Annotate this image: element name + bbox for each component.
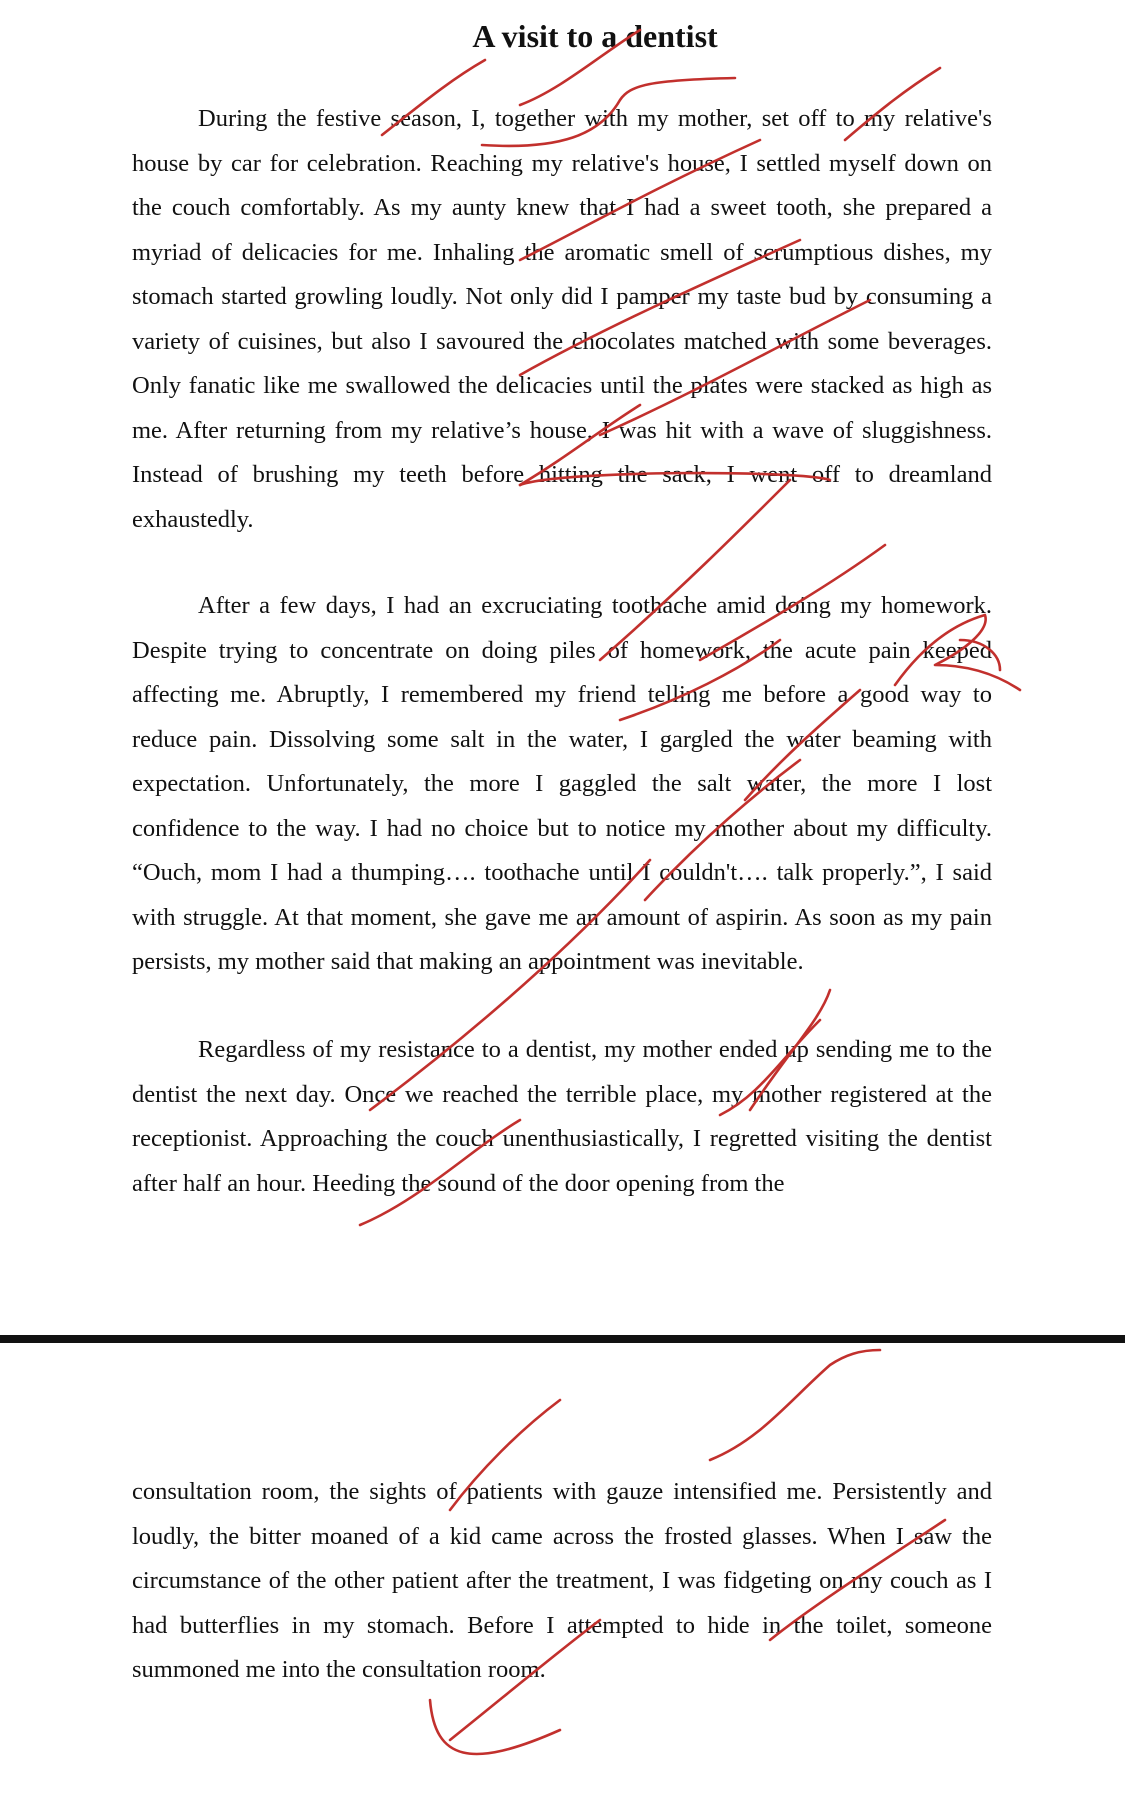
essay-paragraph-2: After a few days, I had an excruciating toothache amid doing my homework. Despite trying to concentrate on doing piles of homework, the acute pain keeped affecting me. Abruptly, I remembered my friend telling me before a good way to reduce pain. Dissolving some salt in the water, I gargled the water beaming with expectation. Unfortunately, the more I gaggled the salt water, the more I lost confidence to the way. I had no choice but to notice my mother about my difficulty. “Ouch, mom I had a thumping…. toothache until I couldn't…. talk properly.”, I said with struggle. At that moment, she gave me an amount of aspirin. As soon as my pain persists, my mother said that making an appointment was inevitable. (132, 592, 992, 975)
document-page-bottom (0, 1343, 1125, 1797)
essay-title: A visit to a dentist (472, 18, 718, 54)
essay-paragraph-3: Regardless of my resistance to a dentist, my mother ended up sending me to the dentist the next day. Once we reached the terrible place, my mother registered at the receptionist. Approaching the couch unenthusiastically, I regretted visiting the dentist after half an hour. Heeding the sound of the door opening from the (132, 1036, 992, 1197)
essay-paragraph-4: consultation room, the sights of patients with gauze intensified me. Persistently and loudly, the bitter moaned of a kid came across the frosted glasses. When I saw the circumstance of the other patient after the treatment, I was fidgeting on my couch as I had butterflies in my stomach. Before I attempted to hide in the toilet, someone summoned me into the consultation room. (132, 1478, 992, 1683)
page-divider (0, 1335, 1125, 1343)
essay-paragraph-1: During the festive season, I, together with my mother, set off to my relative's house by car for celebration. Reaching my relative's house, I settled myself down on the couch comfortably. As my aunty knew that I had a sweet tooth, she prepared a myriad of delicacies for me. Inhaling the aromatic smell of scrumptious dishes, my stomach started growling loudly. Not only did I pamper my taste bud by consuming a variety of cuisines, but also I savoured the chocolates matched with some beverages. Only fanatic like me swallowed the delicacies until the plates were stacked as high as me. After returning from my relative’s house, I was hit with a wave of sluggishness. Instead of brushing my teeth before hitting the sack, I went off to dreamland exhaustedly. (132, 105, 992, 533)
